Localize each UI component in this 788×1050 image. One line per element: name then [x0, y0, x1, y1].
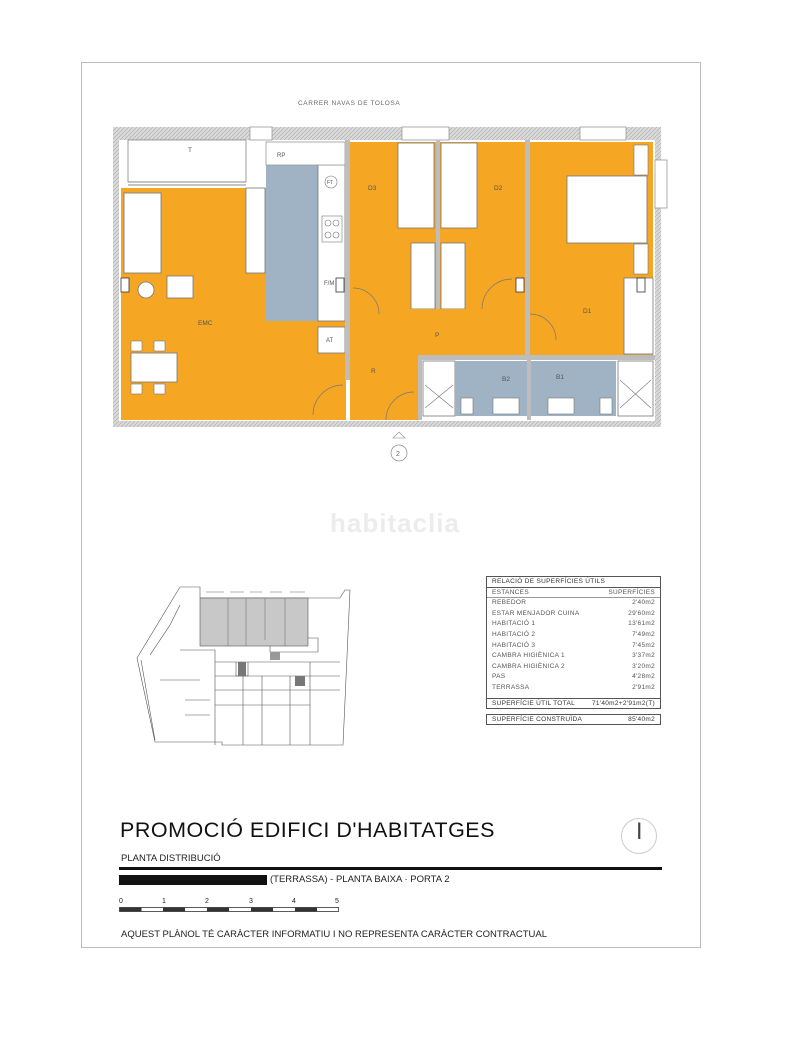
column-header-superficies: SUPERFÍCIES — [608, 588, 655, 596]
table-row: ESTAR MENJADOR CUINA 29'60m2 — [492, 609, 655, 617]
room-label-b2: B2 — [502, 376, 510, 383]
room-label-living: EMC — [198, 320, 213, 327]
room-label-entry: R — [371, 368, 376, 375]
table-total-row: SUPERFÍCIE ÚTIL TOTAL 71'40m2+2'91m2(T) — [487, 698, 660, 709]
column-header-estances: ESTANCES — [492, 588, 529, 596]
scale-tick-label: 5 — [335, 898, 339, 905]
room-label-at: AT — [326, 338, 334, 344]
table-row: HABITACIÓ 1 13'61m2 — [492, 620, 655, 628]
watermark: habitaclia — [330, 508, 460, 538]
room-label-d2: D2 — [494, 185, 503, 192]
scale-tick-label: 4 — [292, 898, 296, 905]
disclaimer: AQUEST PLÀNOL TÉ CARÀCTER INFORMATIU I NO REPRESENTA CARÀCTER CONTRACTUAL — [121, 929, 547, 940]
locator-highlight — [200, 598, 308, 646]
room-label-b1: B1 — [556, 374, 564, 381]
scale-tick-label: 3 — [249, 898, 253, 905]
room-label-hall: P — [435, 332, 440, 339]
table-row: HABITACIÓ 3 7'45m2 — [492, 641, 655, 649]
room-label-fm: F/M — [324, 281, 335, 287]
title-rule — [119, 867, 662, 870]
table-row: CAMBRA HIGIÈNICA 1 3'37m2 — [492, 652, 655, 660]
plan-subtitle: PLANTA DISTRIBUCIÓ — [121, 853, 221, 864]
location-text: (TERRASSA) - PLANTA BAIXA · PORTA 2 — [270, 874, 450, 885]
room-label-d3: D3 — [368, 185, 377, 192]
scale-tick-label: 1 — [162, 898, 166, 905]
scale-tick-label: 0 — [119, 898, 123, 905]
redaction-bar — [119, 875, 267, 885]
room-label-ft: FT — [327, 180, 334, 186]
scale-bar — [119, 906, 341, 914]
table-built-row: SUPERFÍCIE CONSTRUÏDA 85'40m2 — [486, 714, 661, 725]
table-row: HABITACIÓ 2 7'49m2 — [492, 630, 655, 638]
room-label-rp: RP — [277, 153, 286, 159]
surface-table — [486, 576, 661, 725]
sheet-mark: I — [636, 820, 643, 845]
table-row: CAMBRA HIGIÈNICA 2 3'20m2 — [492, 662, 655, 670]
table-row: REBEDOR 2'40m2 — [492, 599, 655, 607]
scale-tick-label: 2 — [205, 898, 209, 905]
room-label-d1: D1 — [583, 308, 592, 315]
table-title: RELACIÓ DE SUPERFÍCIES ÚTILS — [487, 577, 660, 588]
table-header-row — [487, 588, 660, 599]
table-row: TERRASSA 2'91m2 — [492, 683, 655, 691]
room-label-terrace: T — [188, 147, 192, 154]
page-title: PROMOCIÓ EDIFICI D'HABITATGES — [120, 818, 495, 842]
entrance-number: 2 — [396, 451, 400, 458]
street-label: CARRER NAVAS DE TOLOSA — [298, 100, 401, 107]
table-row: PAS 4'28m2 — [492, 673, 655, 681]
